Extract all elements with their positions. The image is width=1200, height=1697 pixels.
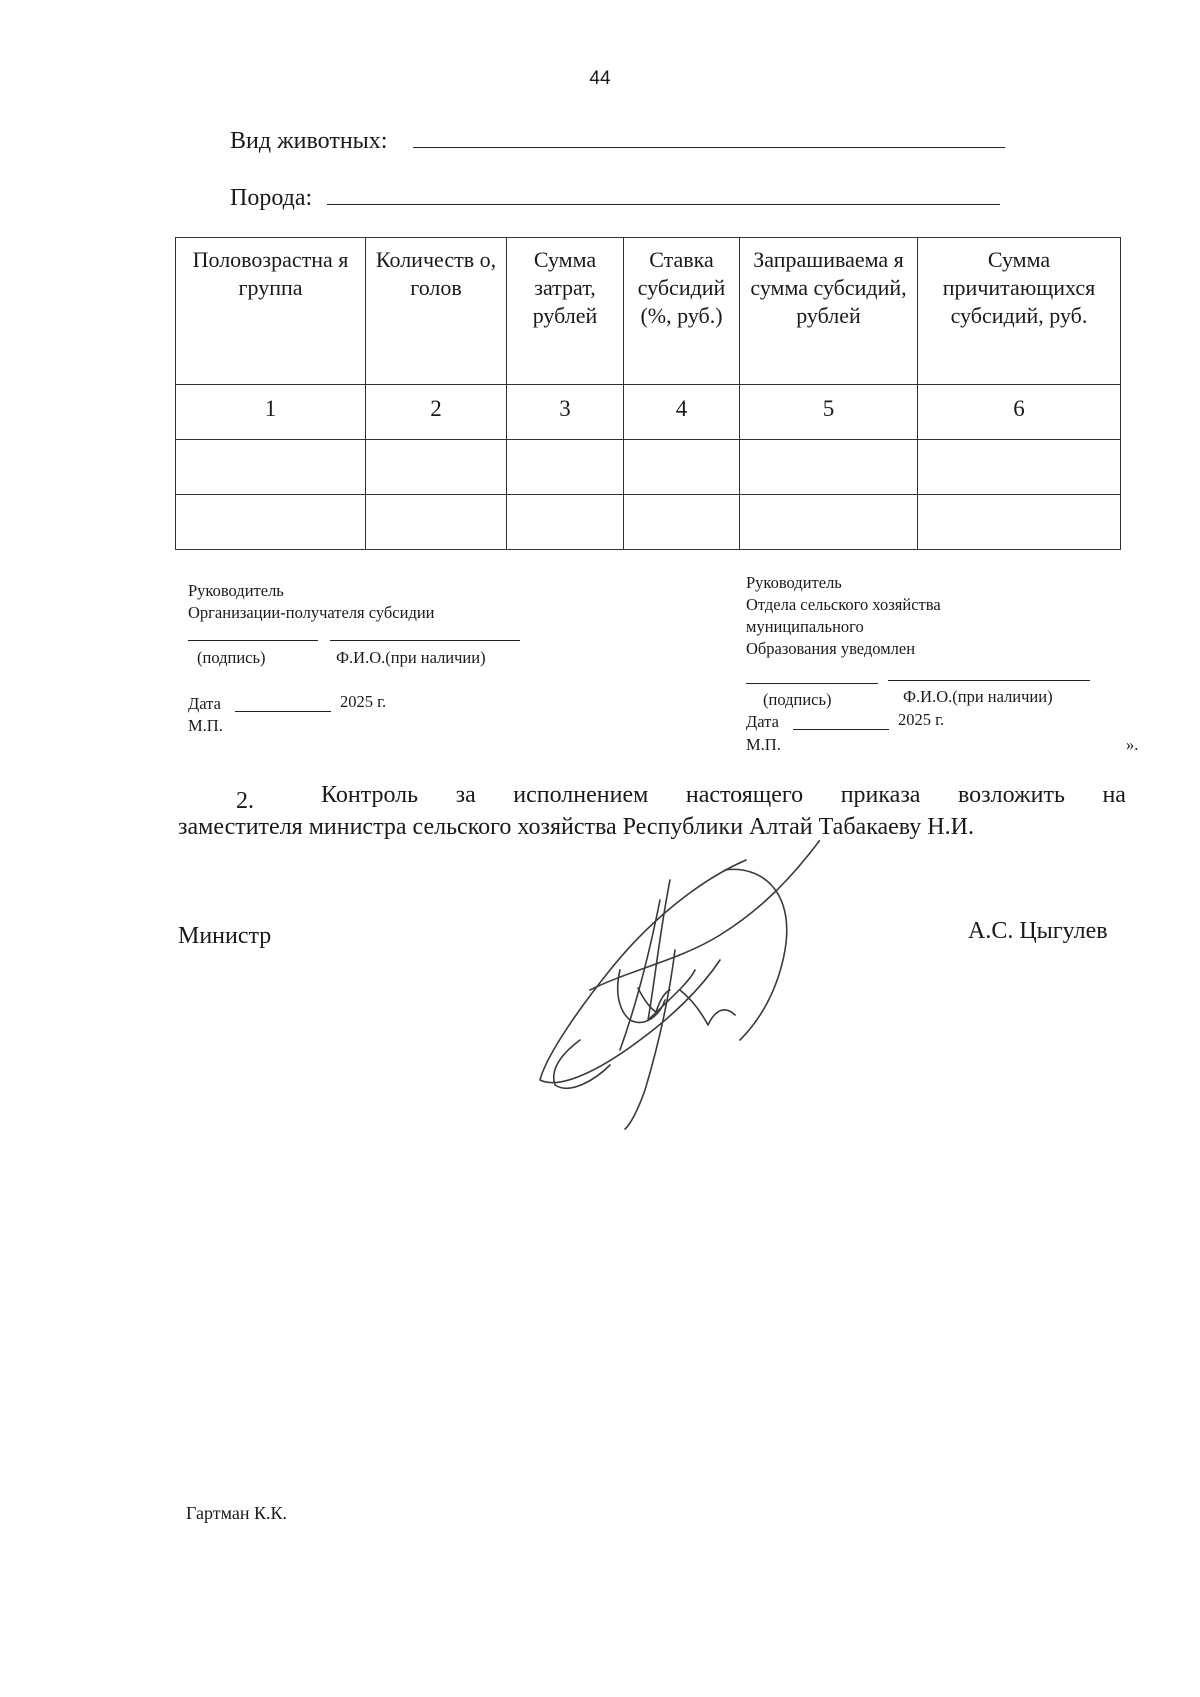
clause-word: Контроль — [321, 782, 419, 808]
table-cell[interactable] — [624, 440, 740, 495]
table-cell[interactable] — [918, 495, 1121, 550]
clause-line-1 — [321, 778, 1126, 812]
right-block-title-4: Образования уведомлен — [746, 639, 916, 658]
clause-line-2: заместителя министра сельского хозяйства Республики Алтай Табакаеву Н.И. — [178, 814, 974, 840]
page-number: 44 — [589, 68, 611, 89]
breed-label: Порода: — [230, 185, 313, 211]
right-block-title-3: муниципального — [746, 617, 864, 636]
left-date-label: Дата — [188, 694, 221, 713]
right-name-caption: Ф.И.О.(при наличии) — [903, 687, 1053, 706]
left-block-title-1: Руководитель — [188, 581, 284, 600]
right-stamp-label: М.П. — [746, 735, 781, 754]
column-number: 2 — [366, 385, 507, 440]
column-number: 5 — [740, 385, 918, 440]
header-cell: Сумма затрат, рублей — [507, 238, 624, 385]
header-cell: Половозрастна я группа — [176, 238, 366, 385]
table-cell[interactable] — [740, 440, 918, 495]
left-signature-caption: (подпись) — [197, 648, 266, 667]
right-name-line[interactable] — [888, 680, 1090, 681]
table-cell[interactable] — [366, 495, 507, 550]
right-signature-caption: (подпись) — [763, 690, 832, 709]
animal-type-label: Вид животных: — [230, 128, 388, 154]
header-cell: Сумма причитающихся субсидий, руб. — [918, 238, 1121, 385]
column-number: 3 — [507, 385, 624, 440]
table-row — [176, 440, 1121, 495]
left-signature-line[interactable] — [188, 640, 318, 641]
closing-quote: ». — [1126, 735, 1139, 754]
table-cell[interactable] — [918, 440, 1121, 495]
executor-name: Гартман К.К. — [186, 1503, 287, 1523]
left-name-line[interactable] — [330, 640, 520, 641]
right-block-title-2: Отдела сельского хозяйства — [746, 595, 941, 614]
table-cell[interactable] — [624, 495, 740, 550]
table-row — [176, 495, 1121, 550]
left-date-line[interactable] — [235, 711, 331, 712]
table-cell[interactable] — [507, 440, 624, 495]
header-cell: Количеств о, голов — [366, 238, 507, 385]
table-cell[interactable] — [366, 440, 507, 495]
left-date-year: 2025 г. — [340, 692, 387, 711]
subsidy-table — [175, 237, 1121, 550]
clause-word: настоящего — [685, 782, 804, 808]
right-date-year: 2025 г. — [898, 710, 945, 729]
right-block-title-1: Руководитель — [746, 573, 842, 592]
table-cell[interactable] — [740, 495, 918, 550]
clause-word: возложить — [958, 782, 1065, 808]
right-date-label: Дата — [746, 712, 779, 731]
right-date-line[interactable] — [793, 729, 889, 730]
breed-line[interactable] — [327, 204, 1000, 205]
right-signature-line[interactable] — [746, 683, 878, 684]
animal-type-line[interactable] — [413, 147, 1005, 148]
table-cell[interactable] — [507, 495, 624, 550]
clause-word: за — [455, 782, 476, 808]
column-number-row — [176, 385, 1121, 440]
left-block-title-2: Организации-получателя субсидии — [188, 603, 435, 622]
table-header-row — [176, 238, 1121, 385]
left-name-caption: Ф.И.О.(при наличии) — [336, 648, 486, 667]
header-cell: Ставка субсидий (%, руб.) — [624, 238, 740, 385]
header-cell: Запрашиваема я сумма субсидий, рублей — [740, 238, 918, 385]
clause-word: приказа — [840, 782, 921, 808]
clause-number: 2. — [236, 788, 254, 814]
signatory-position: Министр — [178, 923, 272, 949]
column-number: 6 — [918, 385, 1121, 440]
column-number: 1 — [176, 385, 366, 440]
clause-word: на — [1102, 782, 1126, 808]
signatory-name: А.С. Цыгулев — [968, 918, 1108, 944]
table-cell[interactable] — [176, 440, 366, 495]
column-number: 4 — [624, 385, 740, 440]
left-stamp-label: М.П. — [188, 716, 223, 735]
clause-word: исполнением — [513, 782, 649, 808]
table-cell[interactable] — [176, 495, 366, 550]
handwritten-signature — [520, 840, 820, 1130]
